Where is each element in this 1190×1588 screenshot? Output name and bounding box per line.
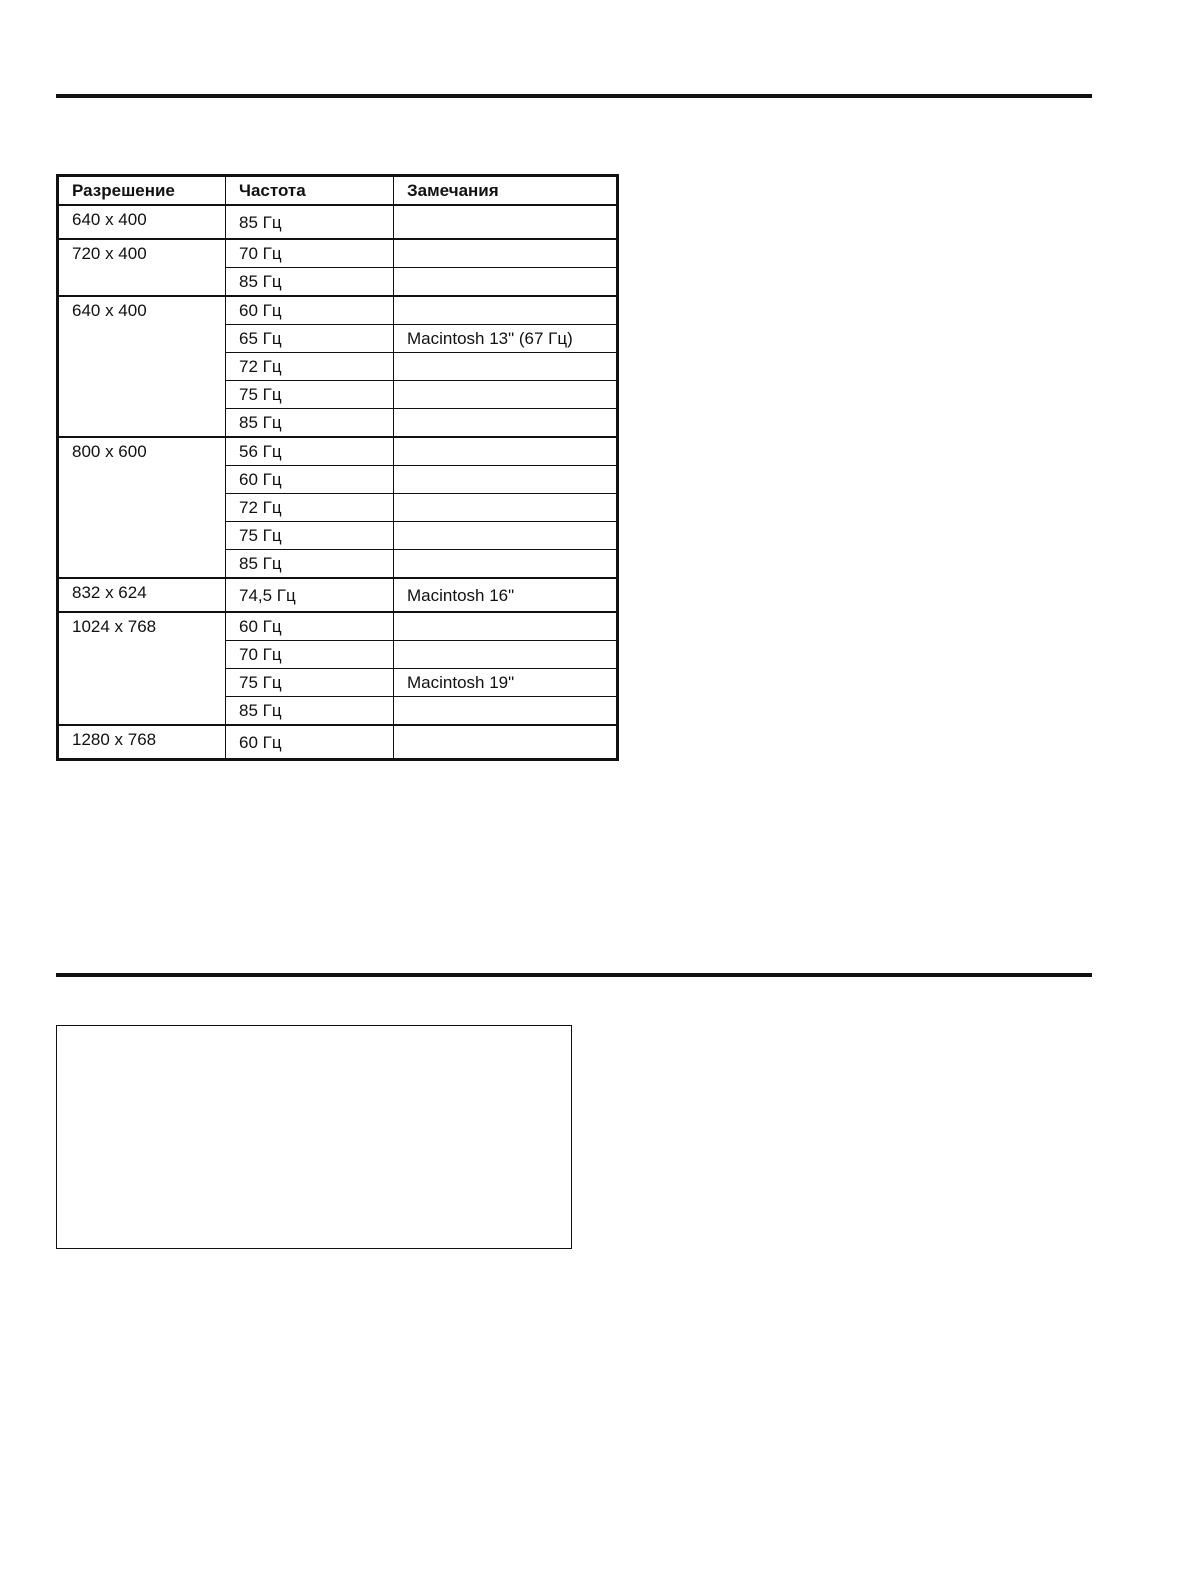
table-body: [58, 205, 618, 760]
header-resolution: Разрешение: [58, 176, 226, 206]
remark-cell: [394, 353, 618, 381]
remark-cell: Macintosh 16": [394, 578, 618, 612]
remark-cell: [394, 641, 618, 669]
resolution-cell: 1024 x 768: [58, 612, 226, 725]
frequency-cell: 60 Гц: [226, 466, 394, 494]
frequency-cell: 56 Гц: [226, 437, 394, 466]
frequency-cell: 74,5 Гц: [226, 578, 394, 612]
table-row: [58, 296, 618, 325]
frequency-cell: 85 Гц: [226, 205, 394, 239]
frequency-cell: 85 Гц: [226, 550, 394, 579]
header-remarks: Замечания: [394, 176, 618, 206]
table-header-row: [58, 176, 618, 206]
frequency-cell: 70 Гц: [226, 641, 394, 669]
frequency-cell: 65 Гц: [226, 325, 394, 353]
resolution-cell: 640 x 400: [58, 296, 226, 437]
resolution-cell: 832 x 624: [58, 578, 226, 612]
frequency-cell: 85 Гц: [226, 697, 394, 726]
frequency-cell: 85 Гц: [226, 268, 394, 297]
frequency-cell: 60 Гц: [226, 612, 394, 641]
table-row: [58, 612, 618, 641]
frequency-cell: 75 Гц: [226, 381, 394, 409]
remark-cell: [394, 522, 618, 550]
remark-cell: [394, 466, 618, 494]
remark-cell: [394, 725, 618, 760]
frequency-cell: 75 Гц: [226, 522, 394, 550]
frequency-cell: 75 Гц: [226, 669, 394, 697]
frequency-cell: 85 Гц: [226, 409, 394, 438]
table-row: [58, 205, 618, 239]
remark-cell: [394, 205, 618, 239]
remark-cell: Macintosh 19": [394, 669, 618, 697]
top-divider: [56, 94, 1092, 98]
resolution-cell: 640 x 400: [58, 205, 226, 239]
remark-cell: [394, 437, 618, 466]
resolution-cell: 1280 x 768: [58, 725, 226, 760]
table-row: [58, 725, 618, 760]
table-row: [58, 437, 618, 466]
table-row: [58, 578, 618, 612]
remark-cell: [394, 550, 618, 579]
header-frequency: Частота: [226, 176, 394, 206]
frequency-cell: 60 Гц: [226, 296, 394, 325]
resolution-table: [56, 174, 619, 761]
table-row: [58, 239, 618, 268]
remark-cell: [394, 268, 618, 297]
remark-cell: [394, 697, 618, 726]
resolution-cell: 720 x 400: [58, 239, 226, 296]
remark-cell: [394, 296, 618, 325]
resolution-cell: 800 x 600: [58, 437, 226, 578]
remark-cell: Macintosh 13" (67 Гц): [394, 325, 618, 353]
frequency-cell: 72 Гц: [226, 494, 394, 522]
remark-cell: [394, 612, 618, 641]
frequency-cell: 70 Гц: [226, 239, 394, 268]
note-box: [56, 1025, 572, 1249]
frequency-cell: 60 Гц: [226, 725, 394, 760]
middle-divider: [56, 973, 1092, 977]
frequency-cell: 72 Гц: [226, 353, 394, 381]
remark-cell: [394, 494, 618, 522]
remark-cell: [394, 409, 618, 438]
remark-cell: [394, 239, 618, 268]
remark-cell: [394, 381, 618, 409]
